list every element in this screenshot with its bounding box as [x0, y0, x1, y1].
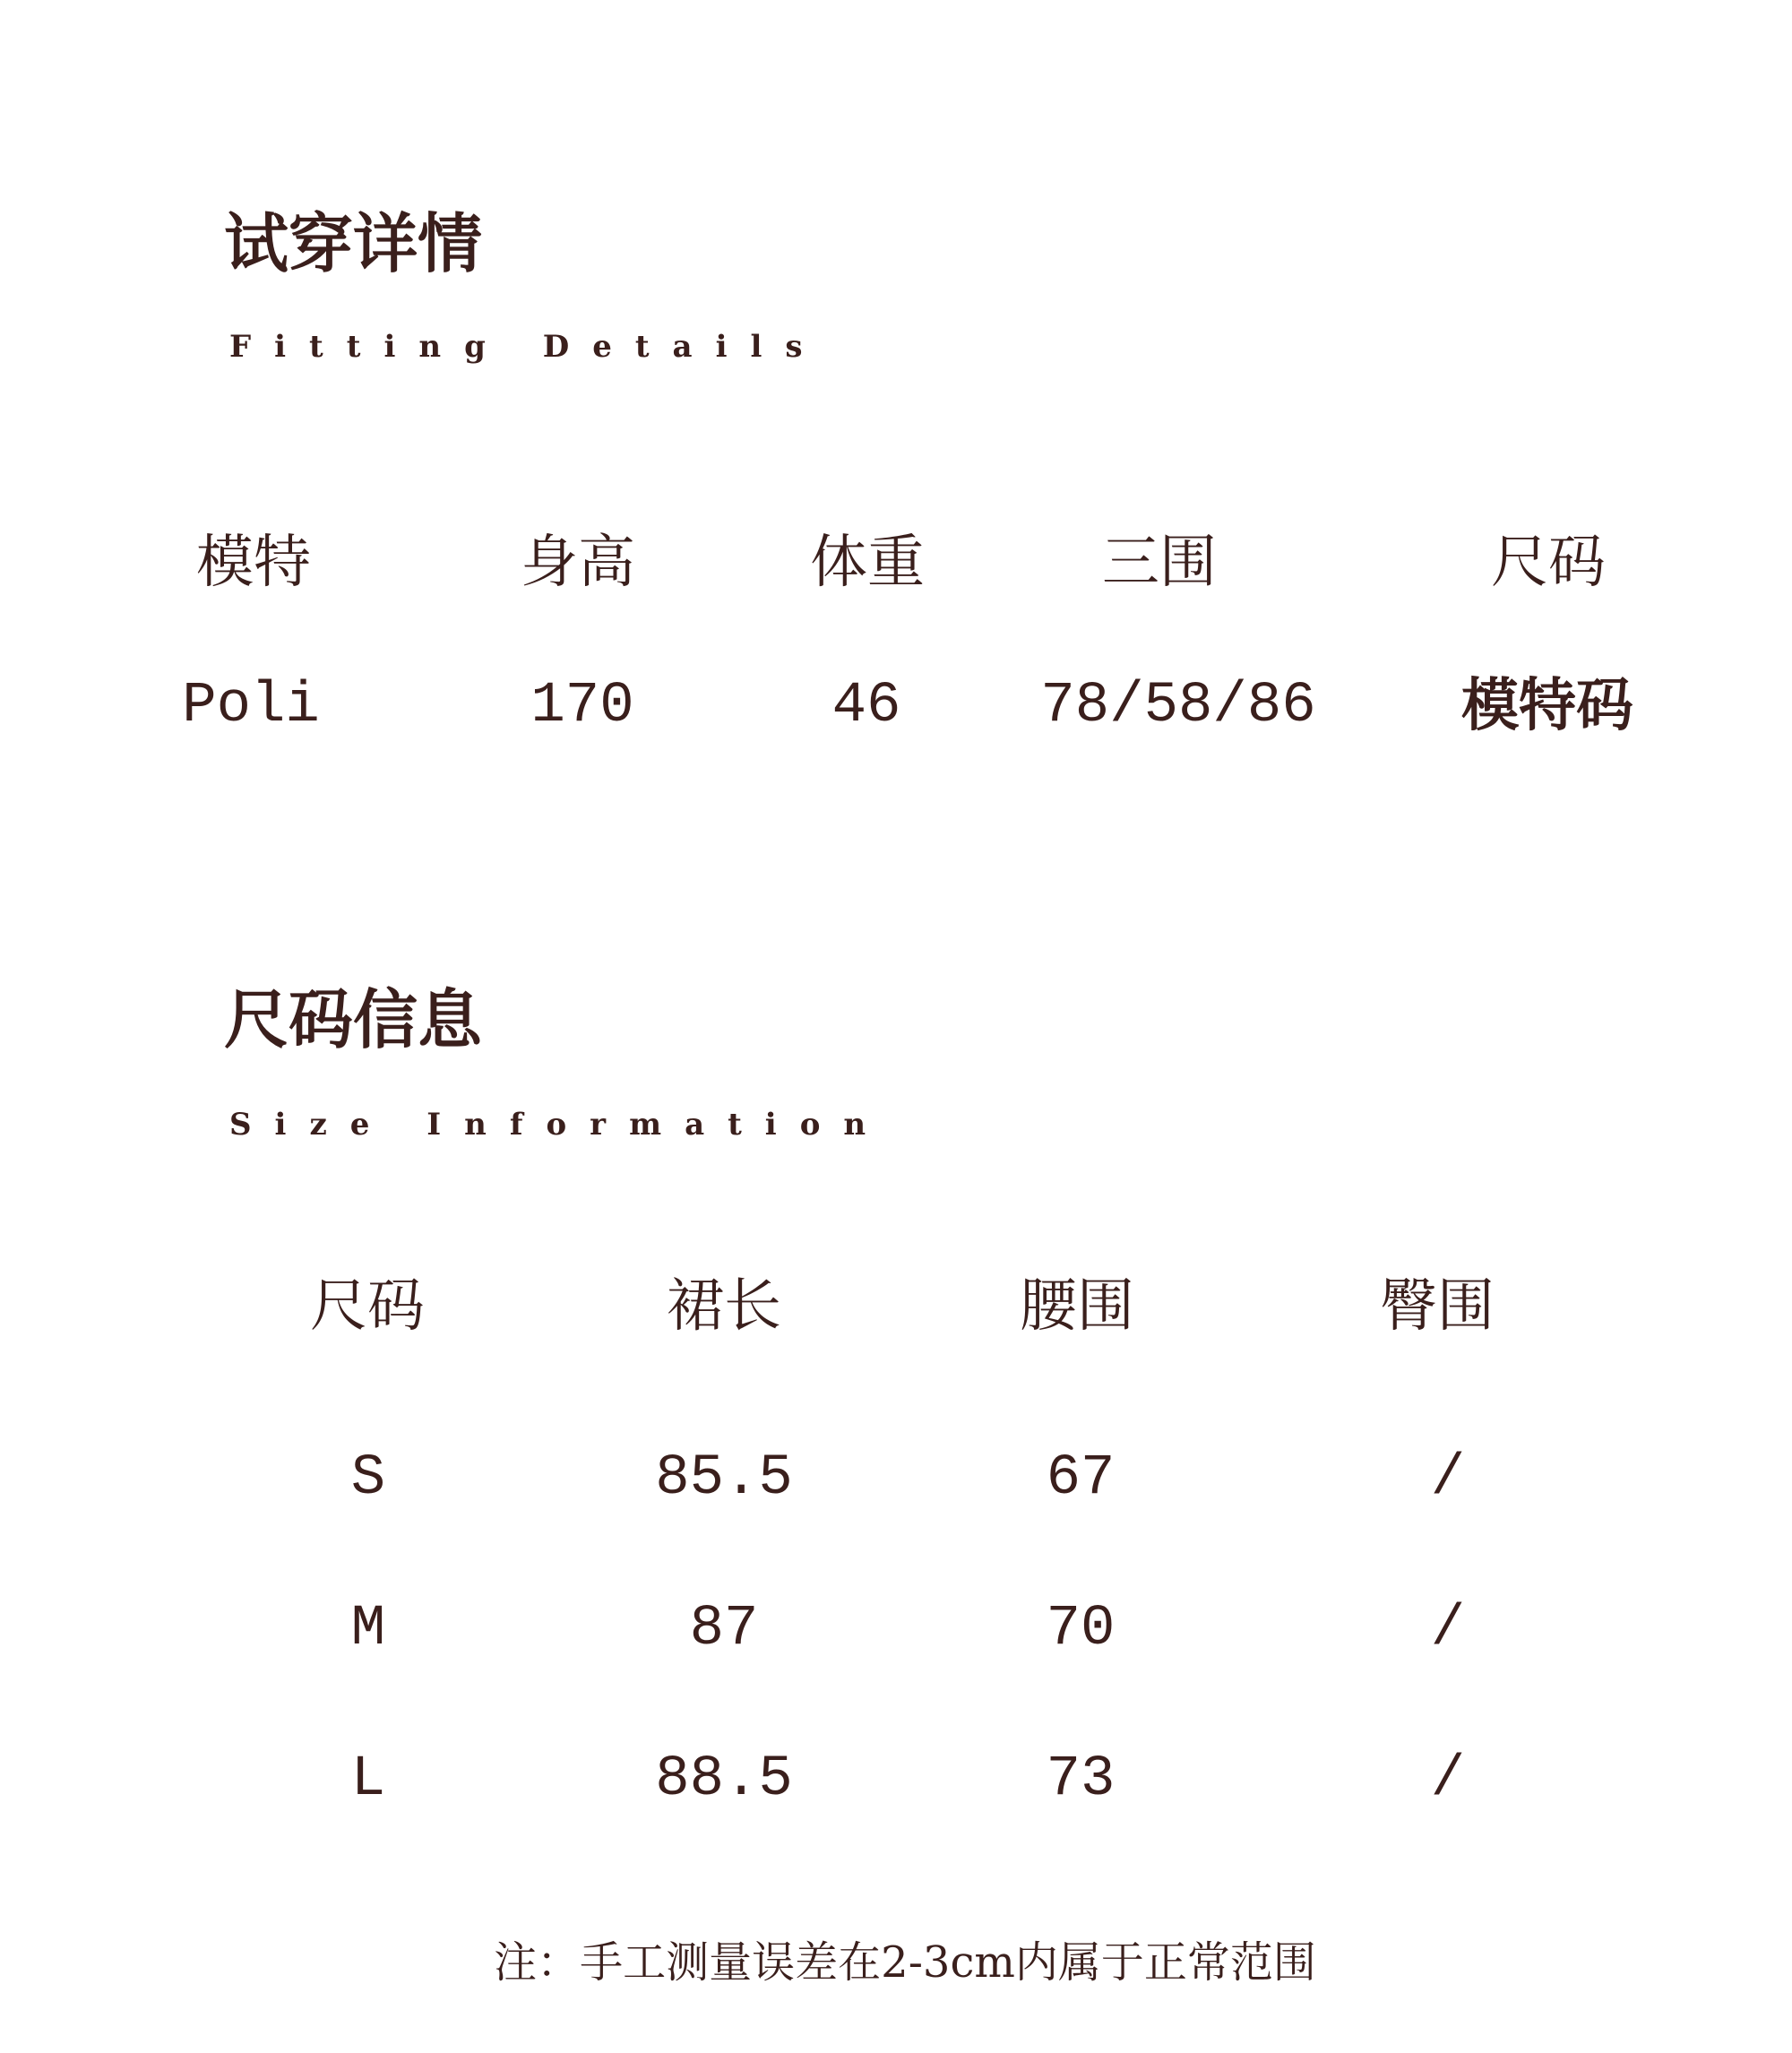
waist-value: 73 [1046, 1747, 1116, 1812]
size-label: S [350, 1446, 386, 1511]
header-measurements: 三围 [1102, 530, 1217, 596]
waist-value: 67 [1046, 1446, 1116, 1511]
hip-value: / [1430, 1747, 1466, 1812]
measurement-note: 注：手工测量误差在2-3cm内属于正常范围 [494, 1937, 1316, 1988]
model-height: 170 [530, 674, 634, 738]
header-waist: 腰围 [1020, 1273, 1134, 1340]
hip-value: / [1430, 1446, 1466, 1511]
model-size: 模特码 [1461, 673, 1633, 739]
skirt-length-value: 87 [689, 1597, 759, 1661]
model-measurements: 78/58/86 [1040, 674, 1316, 738]
header-size: 尺码 [1491, 530, 1606, 596]
fitting-title: 试穿详情 [224, 206, 483, 281]
size-info-subtitle: Size Information [229, 1107, 890, 1143]
header-hip: 臀围 [1380, 1273, 1495, 1340]
size-info-title: 尺码信息 [224, 982, 483, 1057]
hip-value: / [1430, 1597, 1466, 1661]
skirt-length-value: 85.5 [655, 1446, 793, 1511]
header-model: 模特 [196, 530, 311, 596]
waist-value: 70 [1046, 1597, 1116, 1661]
header-skirt-length: 裙长 [667, 1273, 781, 1340]
model-weight: 46 [831, 674, 901, 738]
header-height: 身高 [521, 530, 635, 596]
size-label: M [350, 1597, 386, 1661]
model-name: Poli [182, 674, 320, 738]
skirt-length-value: 88.5 [655, 1747, 793, 1812]
fitting-subtitle: Fitting Details [229, 329, 826, 365]
size-label: L [350, 1747, 386, 1812]
header-weight: 体重 [810, 530, 925, 596]
header-size: 尺码 [310, 1273, 425, 1340]
